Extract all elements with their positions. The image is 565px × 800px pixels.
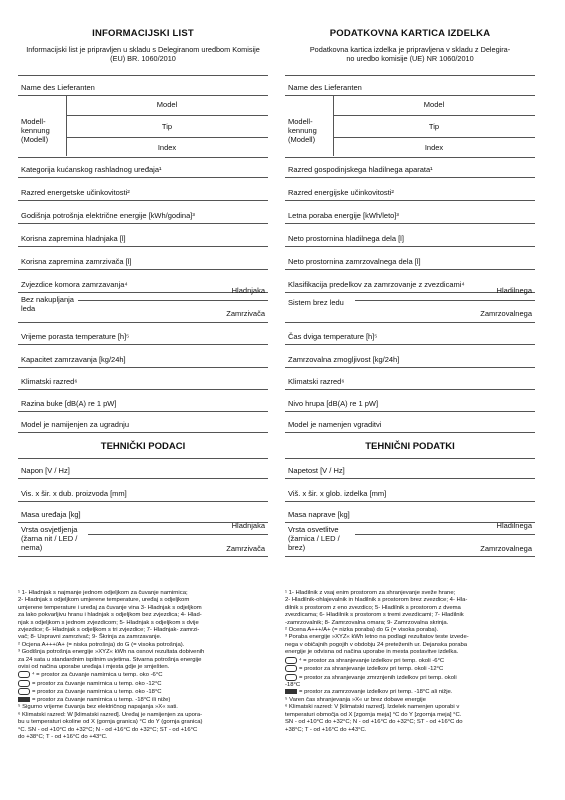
right-title: PODATKOVNA KARTICA IZDELKA [329,28,491,39]
supplier-row: Name des Lieferanten [18,75,268,96]
tech-row: Vis. x šir. x dub. proizvoda [mm] [18,479,268,502]
tech-row: Napetost [V / Hz] [285,458,535,479]
spec-row: Letna poraba energije [kWh/leto]³ [285,201,535,224]
left-title: INFORMACIJSKI LIST [92,28,194,39]
spec-row: Nivo hrupa [dB(A) re 1 pW] [285,390,535,412]
spec-row: Vrijeme porasta temperature [h]⁵ [18,323,268,345]
model-label: Model [423,100,445,109]
spec-row: Neto prostornina hladilnega dela [l] [285,224,535,247]
one-star-icon [285,657,297,664]
spec-row: Korisna zapremina zamrzivača [l] [18,247,268,270]
type-label: Tip [428,122,440,131]
spec-row: Klimatski razred⁶ [18,368,268,390]
four-star-icon [18,697,30,702]
spec-row: Razred energijske učinkovitosti² [285,178,535,201]
two-star-icon [285,665,297,672]
type-label: Tip [161,122,173,131]
spec-row: Kategorija kućanskog rashladnog uređaja¹ [18,158,268,178]
index-label: Index [424,143,444,152]
two-star-icon [18,680,30,687]
spec-row: Neto prostornina zamrzovalnega dela [l] [285,247,535,270]
right-intro: Podatkovna kartica izdelka je pripravljena v skladu z Delegira- no uredbo komisije (UE) NR 1060/2010 [309,45,511,63]
spec-row: Godišnja potrošnja električne energije [kWh/godina]³ [18,201,268,224]
four-star-icon [285,689,297,694]
spec-row: Razina buke [dB(A) re 1 pW] [18,390,268,412]
left-tech-title: TEHNIČKI PODACI [100,441,186,452]
tech-row: Masa uređaja [kg] [18,502,268,523]
spec-row: Zvjezdice komora zamrzavanja⁴ [18,270,268,293]
spec-row: Čas dviga temperature [h]⁵ [285,323,535,345]
one-star-icon [18,671,30,678]
spec-row: Klasifikacija predelkov za zamrzovanje z zvezdicami⁴ [285,270,535,293]
index-label: Index [157,143,177,152]
spec-row: Razred gospodinjskega hladilnega aparata¹ [285,158,535,178]
spec-row: Model je namijenjen za ugradnju [18,412,268,433]
model-label: Model [156,100,178,109]
spec-row: Model je namenjen vgraditvi [285,412,535,433]
tech-row: Viš. x šir. x glob. izdelka [mm] [285,479,535,502]
right-tech-title: TEHNIČNI PODATKI [365,441,455,452]
spec-row: Zamrzovalna zmogljivost [kg/24h] [285,345,535,368]
left-intro: Informacijski list je pripravljen u skladu s Delegiranom uredbom Komisije (EU) BR. 1060/2010 [26,45,260,63]
tech-row: Masa naprave [kg] [285,502,535,523]
spec-row: Kapacitet zamrzavanja [kg/24h] [18,345,268,368]
three-star-icon [18,688,30,695]
spec-row: Razred energetske učinkovitosti² [18,178,268,201]
spec-row: Klimatski razred⁶ [285,368,535,390]
spec-row: Korisna zapremina hladnjaka [l] [18,224,268,247]
supplier-row: Name des Lieferanten [285,75,535,96]
tech-row: Napon [V / Hz] [18,458,268,479]
three-star-icon [285,674,297,681]
